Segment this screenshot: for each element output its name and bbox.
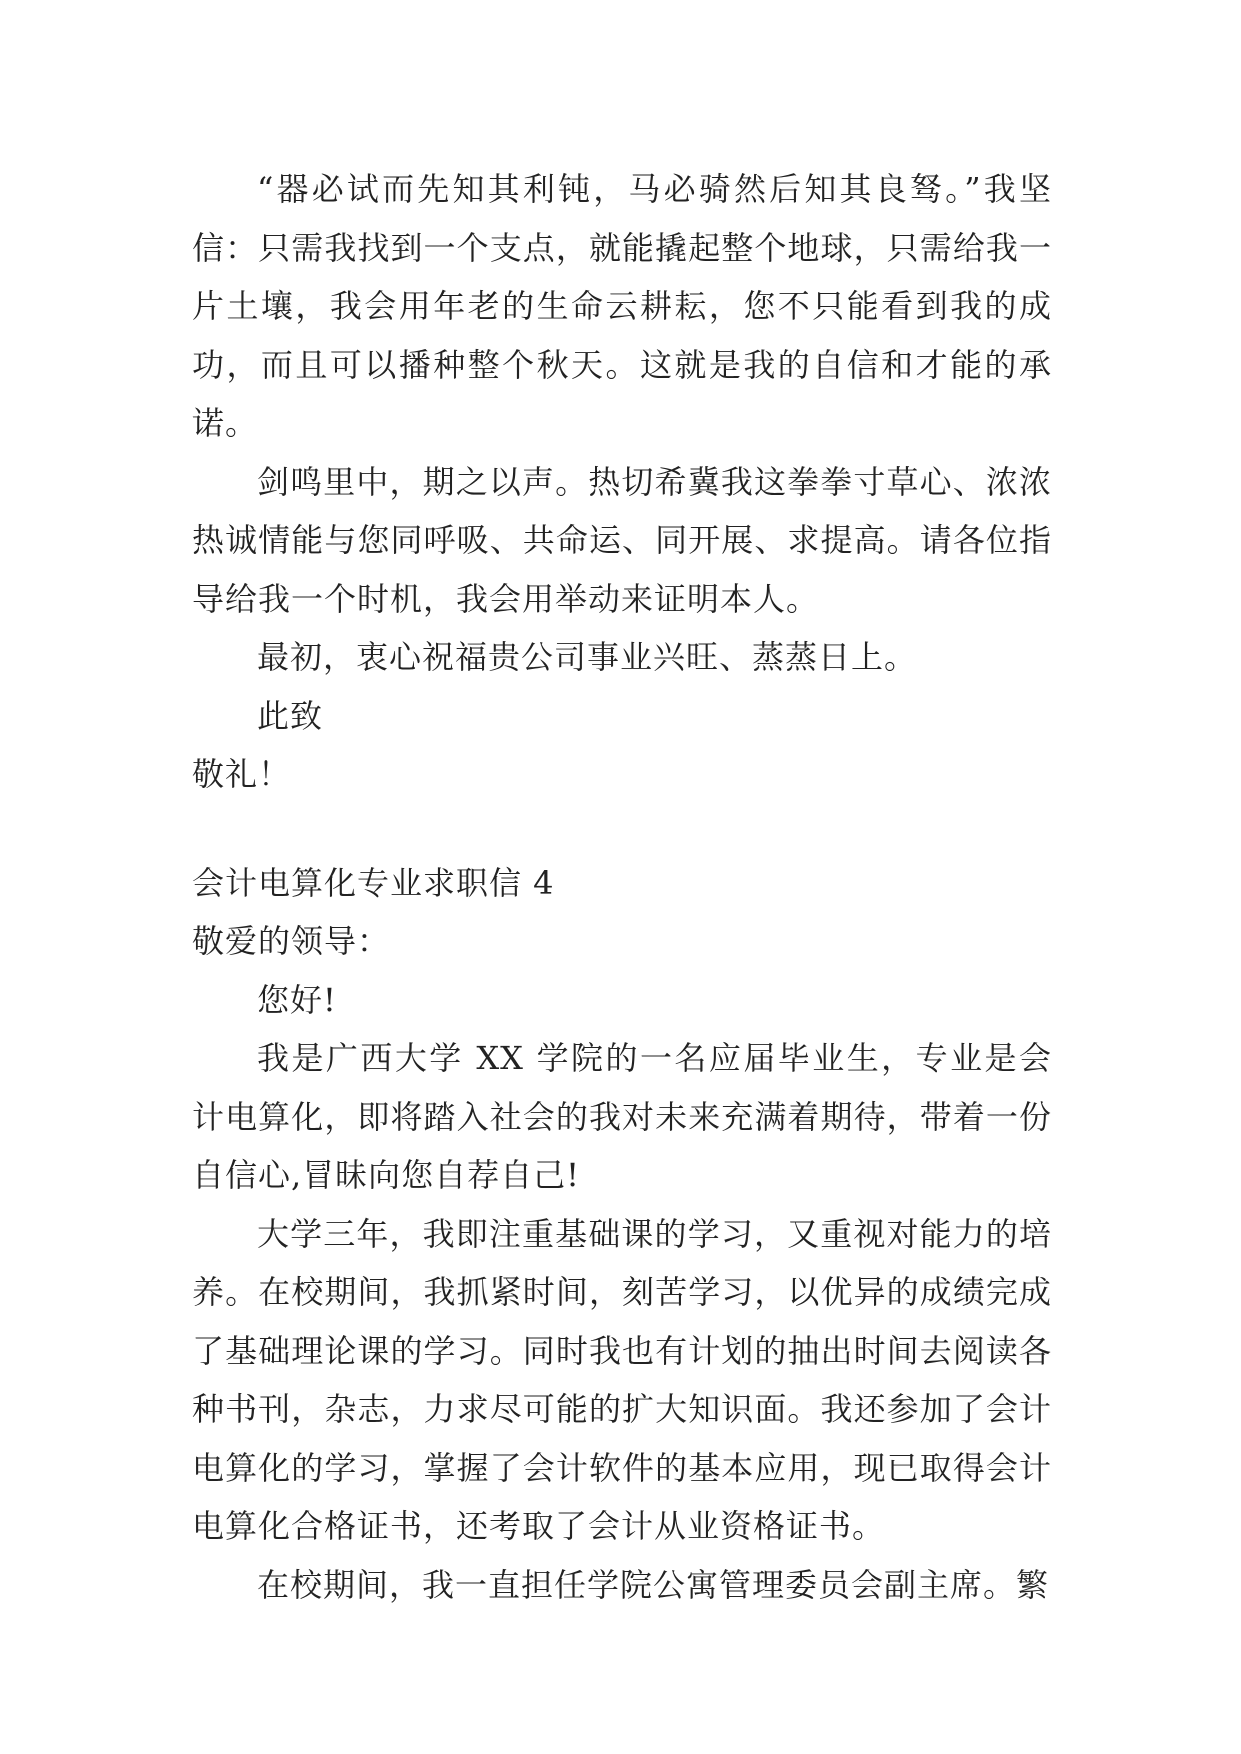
section-gap — [192, 804, 1052, 854]
paragraph-quote: “器必试而先知其利钝，马必骑然后知其良驽。”我坚信：只需我找到一个支点，就能撬起整个地球，只需给我一片土壤，我会用年老的生命云耕耘，您不只能看到我的成功，而且可以播种整个秋天。这就是我的自信和才能的承诺。 — [192, 170, 1052, 442]
paragraph-cizhi: 此致 — [257, 696, 324, 735]
paragraph-closing: 敬礼！ — [192, 755, 292, 793]
paragraph-wishes: 最初，衷心祝福贵公司事业兴旺、蒸蒸日上。 — [257, 638, 918, 676]
greeting: 您好! — [257, 980, 337, 1019]
salutation: 敬爱的领导： — [192, 922, 391, 960]
document-body — [192, 160, 1052, 1614]
paragraph-activities: 在校期间，我一直担任学院公寓管理委员会副主席。繁 — [257, 1565, 1050, 1604]
section-title: 会计电算化专业求职信 4 — [192, 863, 555, 902]
paragraph-hope: 剑鸣里中，期之以声。热切希冀我这拳拳寸草心、浓浓热诚情能与您同呼吸、共命运、同开展、求提高。请各位指导给我一个时机，我会用举动来证明本人。 — [192, 462, 1052, 618]
paragraph-intro: 我是广西大学 XX 学院的一名应届毕业生，专业是会计电算化，即将踏入社会的我对未来充满着期待，带着一份自信心,冒昧向您自荐自己! — [192, 1039, 1052, 1194]
paragraph-study: 大学三年，我即注重基础课的学习，又重视对能力的培养。在校期间，我抓紧时间，刻苦学习，以优异的成绩完成了基础理论课的学习。同时我也有计划的抽出时间去阅读各种书刊，杂志，力求尽可能的扩大知识面。我还参加了会计电算化的学习，掌握了会计软件的基本应用，现已取得会计电算化合格证书，还考取了会计从业资格证书。 — [192, 1214, 1052, 1545]
